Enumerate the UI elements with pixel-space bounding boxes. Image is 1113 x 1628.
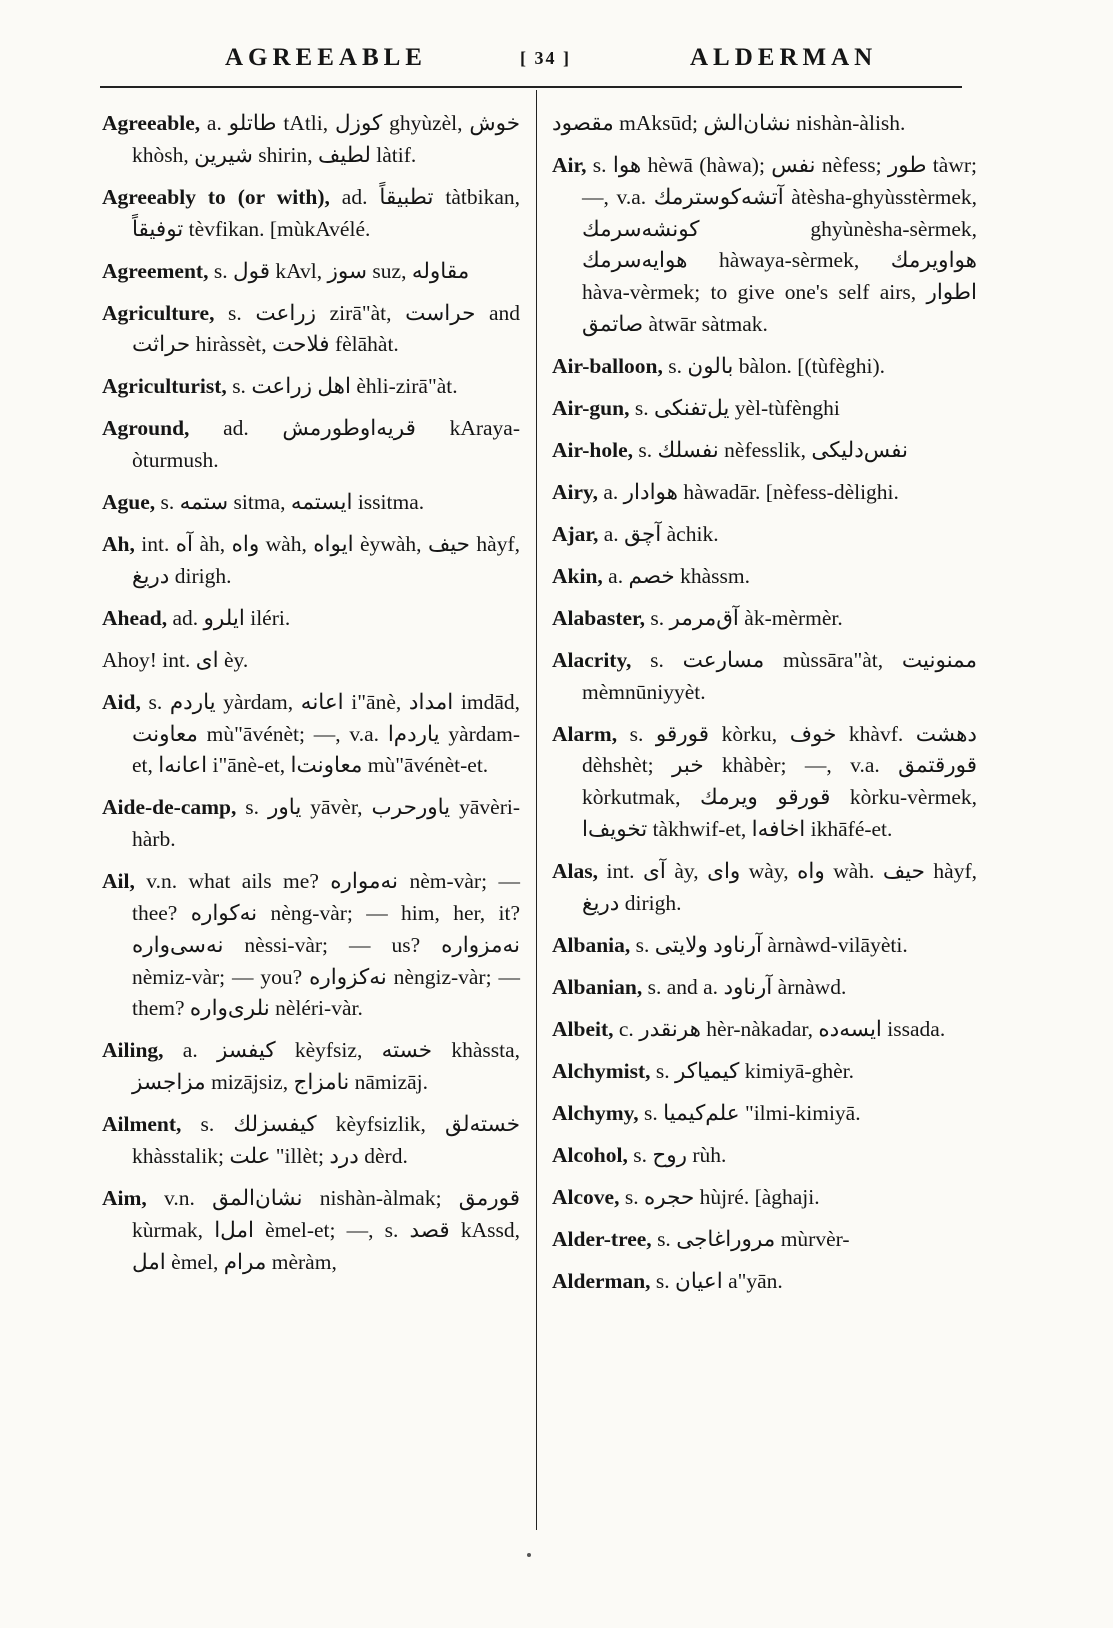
dictionary-entry: Ahead, ad. ايلرو iléri.: [102, 605, 291, 630]
dictionary-entry: Aground, ad. قريه‌اوطورمش kAraya-òturmush.: [102, 416, 521, 473]
dictionary-entry: Aim, v.n. نشان‌المق nishàn-àlmak; قورمق kùrmak, امل‌ا èmel-et; —, s. قصد kAssd, امل èmel, مرام mèràm,: [102, 1185, 520, 1274]
dictionary-entry: Ajar, a. آچق àchik.: [552, 521, 719, 546]
headword: Air-hole,: [552, 437, 634, 462]
dictionary-entry: Alarm, s. قورقو kòrku, خوف khàvf. دهشت dèhshèt; خبر khàbèr; —, v.a. قورقتمق kòrkutmak, قورقو ويرمك kòrku-vèrmek, تخويف‌ا tàkhwif-et, اخافه‌ا ikhāfé-et.: [552, 721, 977, 842]
dictionary-entry: Agreeably to (or with), ad. تطبيقاً tàtbikan, توفيقاً tèvfikan. [mùkAvélé.: [102, 184, 520, 241]
headword: Aim,: [102, 1185, 147, 1210]
dictionary-entry: Aide-de-camp, s. ياور yāvèr, ياورحرب yāvèri-hàrb.: [102, 795, 520, 852]
dictionary-entry: Ailment, s. كيفسزلك kèyfsizlik, خسته‌لق khàsstalik; علت "illèt; درد dèrd.: [102, 1112, 520, 1168]
headword: Akin,: [552, 563, 603, 588]
dictionary-entry: Agreement, s. قول kAvl, سوز suz, مقاوله: [102, 258, 470, 283]
dictionary-entry: Alder-tree, s. مروراغاجى mùrvèr-: [552, 1226, 850, 1251]
dictionary-entry: Alderman, s. اعيان a"yān.: [552, 1268, 783, 1293]
dictionary-entry: Akin, a. خصم khàssm.: [552, 563, 750, 588]
dictionary-entry: Alcove, s. حجره hùjré. [àghaji.: [552, 1184, 820, 1209]
headword: Ail,: [102, 869, 135, 894]
page-number: [ 34 ]: [520, 48, 571, 68]
headword: Agreement,: [102, 258, 209, 283]
header-rule: [100, 86, 962, 88]
dictionary-entry: Alchymy, s. علم‌كيميا "ilmi-kimiyā.: [552, 1100, 861, 1125]
headword: Alderman,: [552, 1268, 651, 1293]
dictionary-entry: Ailing, a. كيفسز kèyfsiz, خسته khàssta, مزاجسز mizājsiz, نامزاج nāmizāj.: [102, 1038, 520, 1095]
column-divider: [536, 90, 537, 1530]
headword: Aide-de-camp,: [102, 795, 237, 820]
headword: Air-gun,: [552, 395, 630, 420]
dictionary-entry: Ah, int. آه àh, واه wàh, ايواه èywàh, حيف hàyf, دريغ dirigh.: [102, 532, 520, 588]
headword: Alcohol,: [552, 1142, 628, 1167]
headword: Ailing,: [102, 1038, 164, 1063]
dictionary-entry: Alabaster, s. آق‌مرمر àk-mèrmèr.: [552, 605, 843, 630]
headword: Agriculture,: [102, 300, 215, 325]
headword: Albania,: [552, 932, 631, 957]
dictionary-entry: Agreeable, a. طاتلو tAtli, كوزل ghyùzèl, خوش khòsh, شيرين shirin, لطيف làtif.: [102, 111, 520, 167]
headword: Alder-tree,: [552, 1226, 652, 1251]
headword: Ailment,: [102, 1112, 182, 1137]
headword: Aground,: [102, 416, 190, 441]
headword: Albeit,: [552, 1016, 614, 1041]
left-column: [102, 108, 520, 1289]
headword: Air,: [552, 152, 587, 177]
header-left-guide-word: AGREEABLE: [225, 44, 427, 71]
dictionary-entry: Air-hole, s. نفسلك nèfesslik, نفس‌دليكى: [552, 437, 909, 462]
headword: Alas,: [552, 859, 598, 883]
header-right-guide-word: ALDERMAN: [690, 44, 878, 71]
headword: Alarm,: [552, 721, 618, 746]
dictionary-entry: Alas, int. آى ày, واى wày, واه wàh. حيف hàyf, دريغ dirigh.: [552, 859, 977, 915]
headword: Alacrity,: [552, 647, 632, 672]
headword: Ah,: [102, 532, 135, 557]
dictionary-entry: Ague, s. ستمه sitma, ايستمه issitma.: [102, 490, 425, 515]
dictionary-entry: Agriculturist, s. اهل زراعت èhli-zirā"àt.: [102, 374, 458, 399]
headword: Ague,: [102, 490, 156, 515]
dictionary-entry: Alcohol, s. روح rùh.: [552, 1142, 727, 1167]
dictionary-entry: مقصود mAksūd; نشان‌الش nishàn-àlish.: [552, 111, 906, 135]
headword: Agreeable,: [102, 111, 201, 135]
dictionary-entry: Agriculture, s. زراعت zirā"àt, حراست and حراثت hiràssèt, فلاحت fèlāhàt.: [102, 300, 520, 357]
dictionary-entry: Aid, s. ياردم yàrdam, اعانه i"ānè, امداد imdād, معاونت mù"āvénèt; —, v.a. ياردم‌ا yàrdam-et, اعانه‌ا i"ānè-et, معاونت‌ا mù"āvénèt-et.: [102, 689, 520, 778]
dictionary-entry: Ail, v.n. what ails me? نه‌مواره nèm-vàr; — thee? نه‌كواره nèng-vàr; — him, her, it? نه‌سى‌واره nèssi-vàr; — us? نه‌مزواره nèmiz-vàr; — you? نه‌كزواره nèngiz-vàr; — them? نلرى‌واره nèléri-vàr.: [102, 869, 520, 1021]
page-header: [0, 40, 1113, 80]
dictionary-entry: Alchymist, s. كيمياكر kimiyā-ghèr.: [552, 1058, 854, 1083]
dictionary-entry: Alacrity, s. مسارعت mùssāra"àt, ممنونيت mèmnūniyyèt.: [552, 647, 977, 704]
footer-mark: [527, 1553, 531, 1557]
headword: Air-balloon,: [552, 353, 663, 378]
headword: Alchymy,: [552, 1100, 639, 1125]
dictionary-entry: Airy, a. هوادار hàwadār. [nèfess-dèlighi.: [552, 479, 899, 504]
dictionary-entry: Albeit, c. هرنقدر hèr-nàkadar, ايسه‌ده issada.: [552, 1016, 946, 1041]
headword: Albanian,: [552, 974, 643, 999]
dictionary-entry: Air, s. هوا hèwā (hàwa); نفس nèfess; طور tàwr; —, v.a. آتشه‌كوسترمك àtèsha-ghyùsstèrmek, كونشه‌سرمك ghyùnèsha-sèrmek, هوايه‌سرمك hàwaya-sèrmek, هواويرمك hàva-vèrmek; to give one's self airs, اطوار صاتمق àtwār sàtmak.: [552, 152, 977, 336]
dictionary-entry: Ahoy! int. اى èy.: [102, 647, 249, 672]
headword: Agriculturist,: [102, 374, 227, 399]
dictionary-entry: Air-balloon, s. بالون bàlon. [(tùfèghi).: [552, 353, 886, 378]
headword: Alcove,: [552, 1184, 620, 1209]
headword: Alchymist,: [552, 1058, 651, 1083]
right-column: [552, 108, 977, 1308]
headword: Airy,: [552, 479, 598, 504]
headword: Ahead,: [102, 605, 168, 630]
headword: Aid,: [102, 689, 141, 714]
dictionary-entry: Albanian, s. and a. آرناود àrnàwd.: [552, 974, 847, 999]
headword: Ajar,: [552, 521, 599, 546]
dictionary-entry: Air-gun, s. يل‌تفنكى yèl-tùfènghi: [552, 395, 840, 420]
headword: Alabaster,: [552, 605, 645, 630]
headword: Agreeably to (or with),: [102, 184, 330, 209]
dictionary-entry: Albania, s. آرناود ولايتى àrnàwd-vilāyèti.: [552, 932, 908, 957]
